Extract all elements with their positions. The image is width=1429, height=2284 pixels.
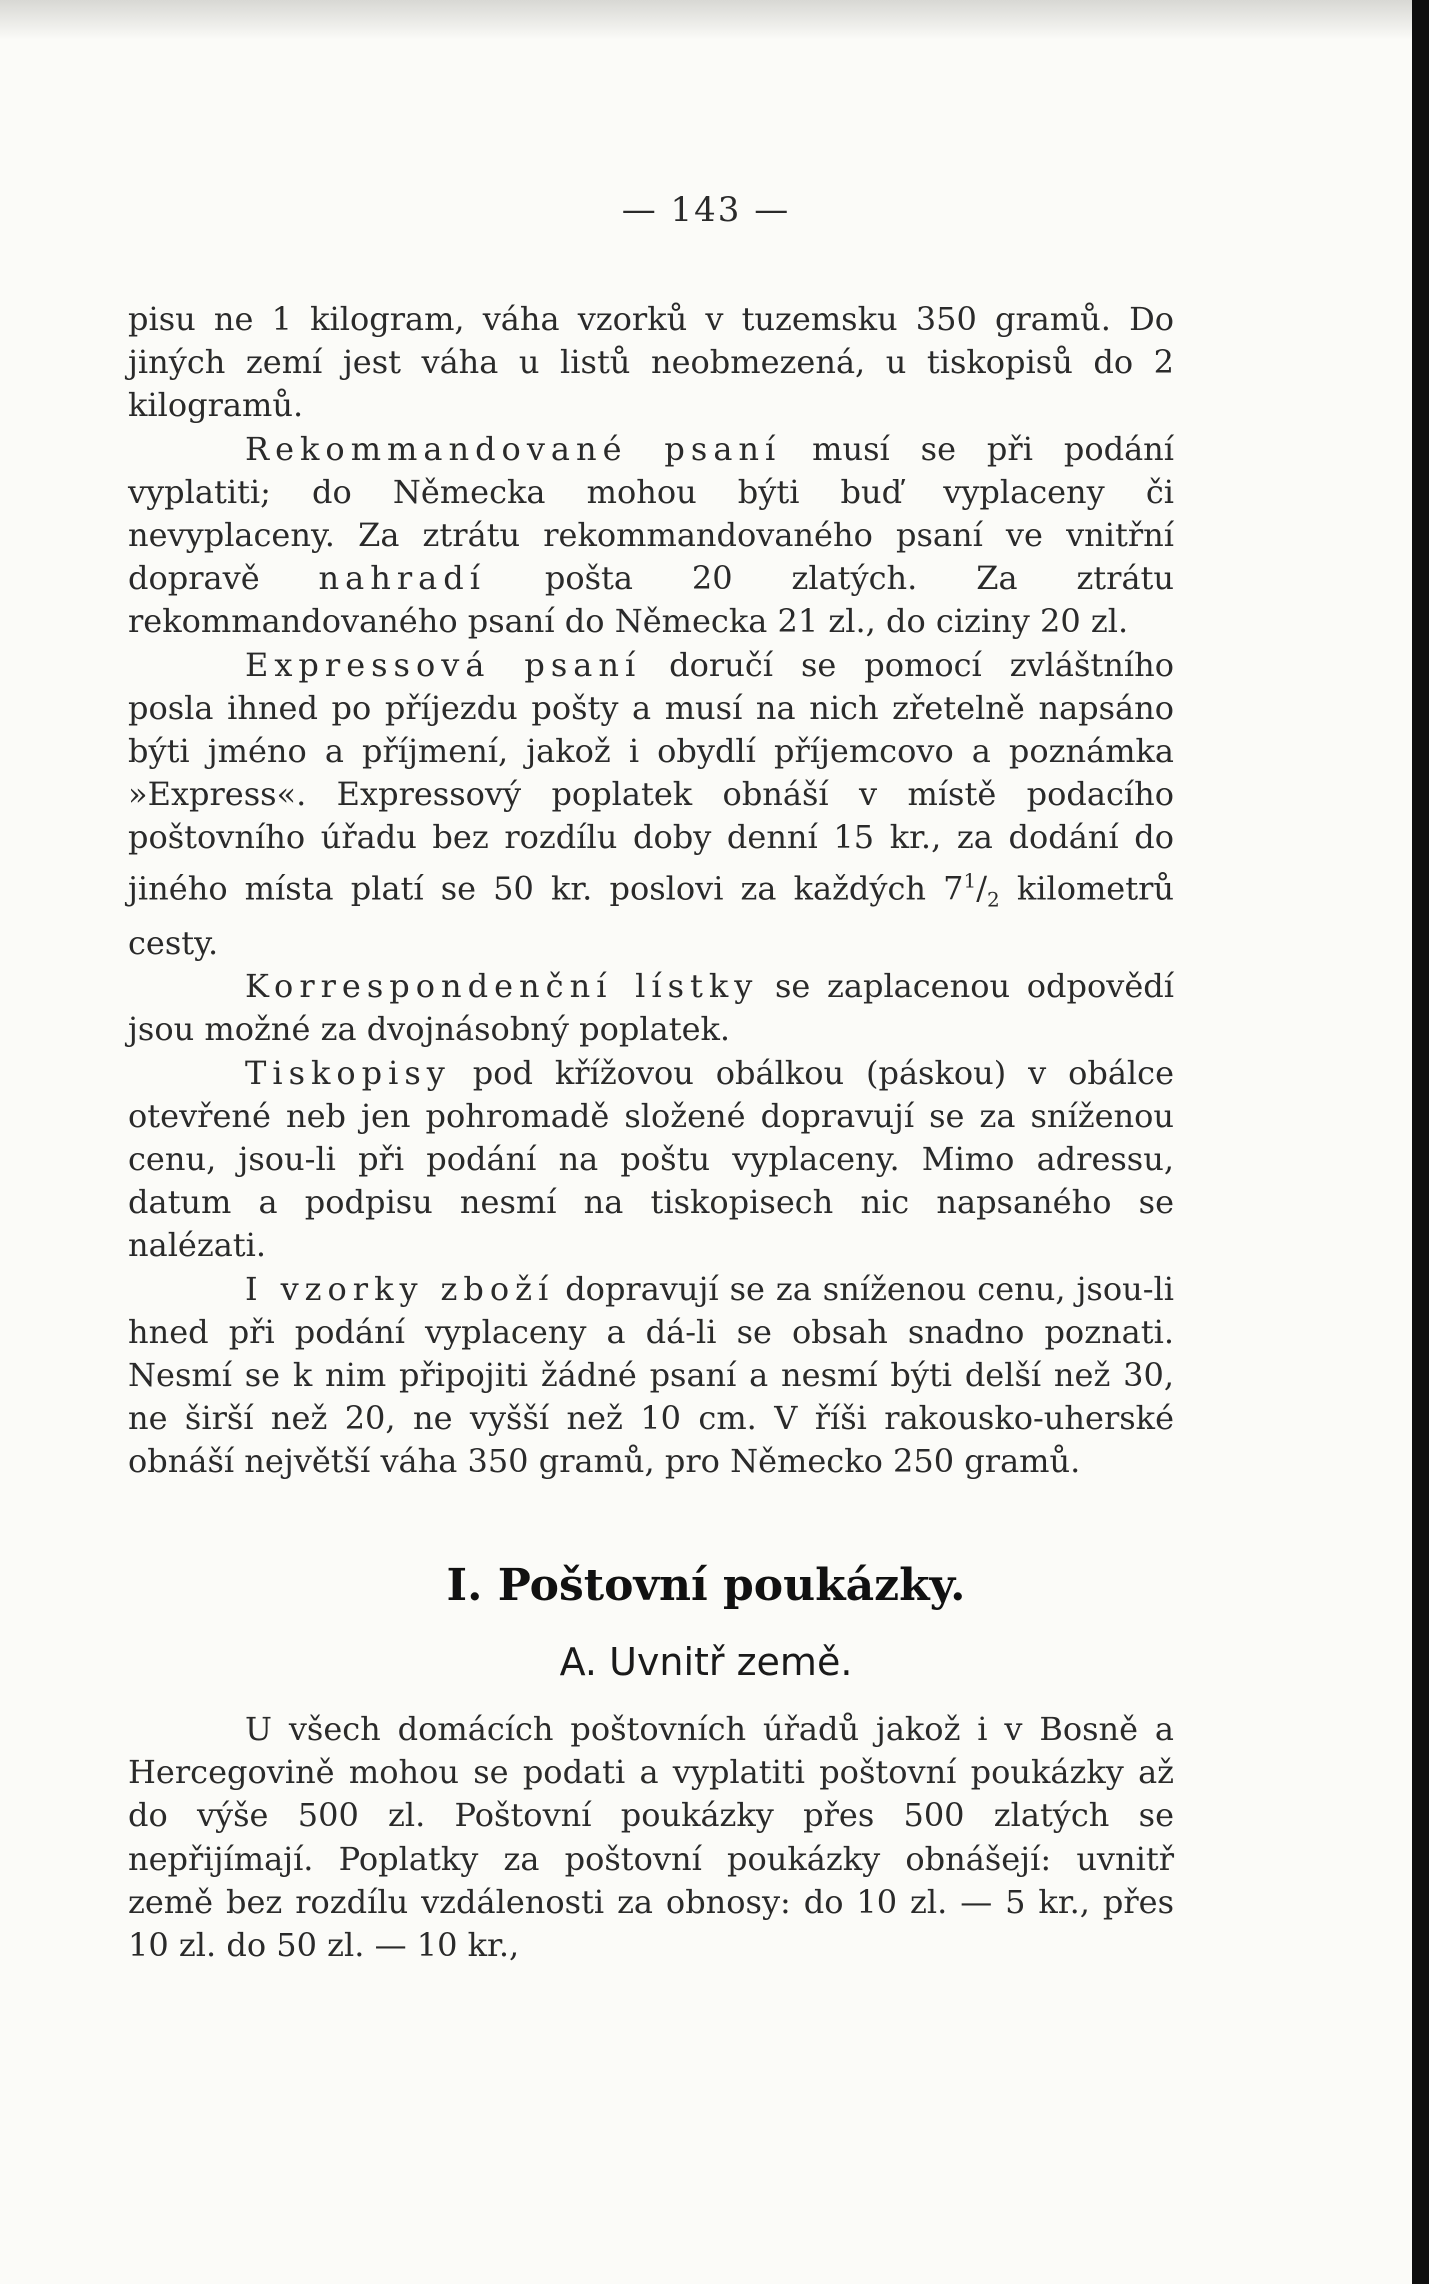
paragraph-money-orders: U všech domácích poštovních úřadů jakož i v Bosně a Hercegovině mohou se podati a vyplatiti poštovní poukázky až do výše 500 zl. Poštovní poukázky přes 500 zlatých se nepřijímají. Poplatky za poštovní poukázky obnášejí: uvnitř země bez rozdílu vzdálenosti za obnosy: do 10 zl. — 5 kr., přes 10 zl. do 50 zl. — 10 kr., xyxy=(128,1710,1174,1965)
paragraph-registered-letters: Rekommandované psaní musí se při podání vyplatiti; do Německa mohou býti buď vyplaceny či nevyplaceny. Za ztrátu rekommandovaného psaní ve vnitřní dopravě nahradí pošta 20 zlatých. Za ztrátu rekommandovaného psaní do Německa 21 zl., do ciziny 20 zl. xyxy=(128,429,1175,641)
term-printed-matter: Tiskopisy xyxy=(245,1053,451,1092)
paragraph-printed-matter: Tiskopisy pod křížovou obálkou (páskou) v obálce otevřené neb jen pohromadě složené dopravují se za sníženou cenu, jsou-li při podání na poštu vyplaceny. Mimo adressu, datum a podpisu nesmí na tiskopisech nic napsaného se nalézati. xyxy=(128,1053,1174,1265)
section-heading: I. Poštovní poukázky. xyxy=(446,1560,966,1611)
page-number: — 143 — xyxy=(621,190,791,230)
paragraph-postcards: Korrespondenční lístky se zaplacenou odpovědí jsou možné za dvojnásobný poplatek. xyxy=(128,967,1174,1049)
fraction-number: $7^1/_2$ xyxy=(943,868,1000,912)
term-express: Expressová psaní xyxy=(245,645,642,684)
body-text-upper xyxy=(128,298,1174,1484)
page-stain xyxy=(0,0,1412,40)
term-registered: Rekommandované psaní xyxy=(245,429,782,468)
body-text-lower xyxy=(128,1708,1174,1967)
term-samples: I vzorky zboží xyxy=(245,1269,555,1308)
paragraph-continuation: pisu ne 1 kilogram, váha vzorků v tuzemsku 350 gramů. Do jiných zemí jest váha u listů neobmezená, u tiskopisů do 2 kilogramů. xyxy=(128,300,1174,425)
subsection-heading: A. Uvnitř země. xyxy=(559,1640,853,1684)
term-compensates: nahradí xyxy=(318,559,486,598)
paragraph-express-letters: Expressová psaní doručí se pomocí zvláštního posla ihned po příjezdu pošty a musí na nich zřetelně napsáno býti jméno a příjmení, jakož i obydlí příjemcovo a poznámka »Express«. Expressový poplatek obnáší v místě podacího poštovního úřadu bez rozdílu doby denní 15 kr., za dodání do jiného místa platí se 50 kr. poslovi za každých $7^1/_2$ kilometrů cesty. xyxy=(128,645,1175,962)
book-spine-edge xyxy=(1412,0,1429,2284)
term-postcards: Korrespondenční lístky xyxy=(245,967,759,1006)
paragraph-samples: I vzorky zboží dopravují se za sníženou cenu, jsou-li hned při podání vyplaceny a dá-li se obsah snadno poznati. Nesmí se k nim připojiti žádné psaní a nesmí býti delší než 30, ne širší než 20, ne vyšší než 10 cm. V říši rakousko-uherské obnáší největší váha 350 gramů, pro Německo 250 gramů. xyxy=(128,1269,1175,1481)
